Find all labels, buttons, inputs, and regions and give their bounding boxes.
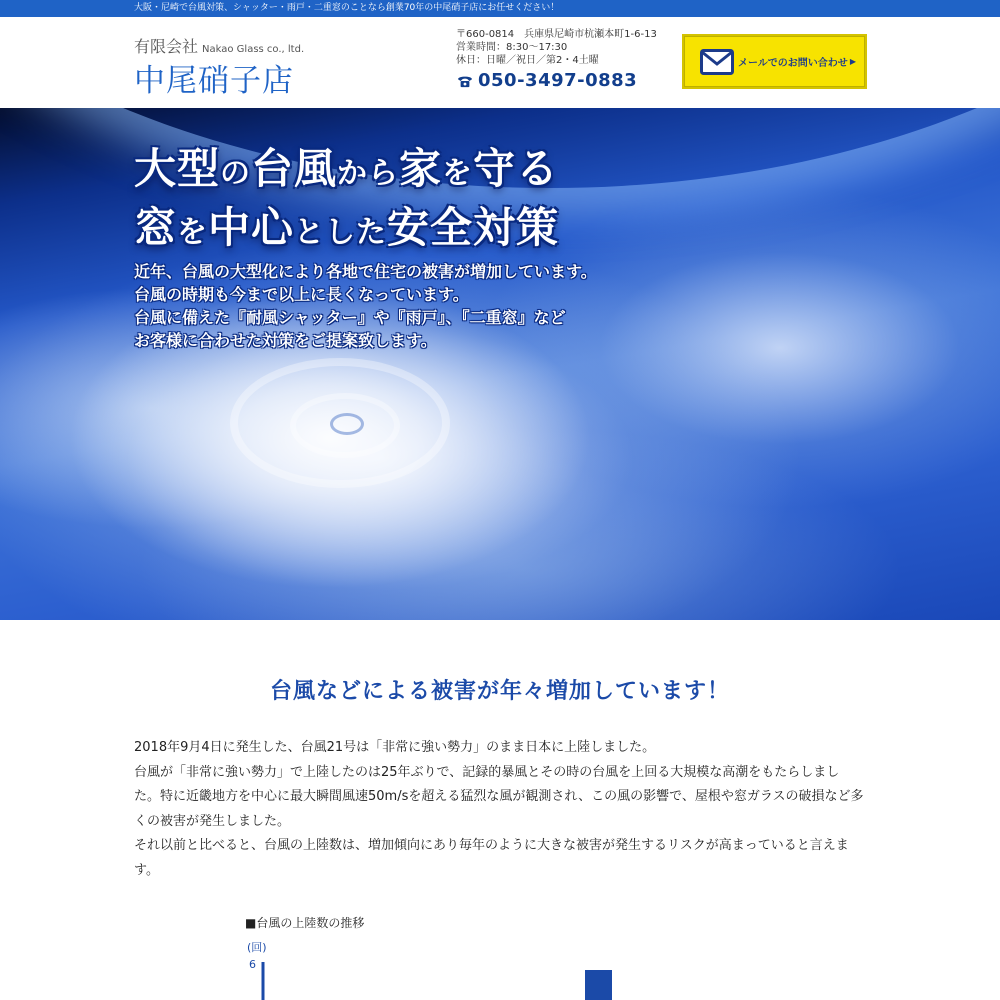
hero-description-line: 近年、台風の大型化により各地で住宅の被害が増加しています。 (134, 262, 597, 281)
section-heading: 台風などによる被害が年々増加しています！ (269, 679, 730, 704)
phone-number[interactable]: 050-3497-0883 (478, 70, 638, 91)
company-type-label: 有限会社 (134, 37, 199, 56)
company-english-name: Nakao Glass co., ltd. (202, 44, 305, 55)
hero-headline (134, 142, 559, 260)
hero-headline-line2: 窓を中心とした安全対策 (134, 203, 560, 252)
hero-description-line: お客様に合わせた対策をご提案致します。 (134, 331, 437, 350)
body-paragraph: 2018年9月4日に発生した、台風21号は「非常に強い勢力」のまま日本に上陸しました。 (134, 740, 656, 755)
chart-title: ■台風の上陸数の推移 (245, 916, 365, 930)
chart-y-tick: 6 (249, 958, 256, 971)
mail-contact-button[interactable] (682, 34, 867, 89)
address-text: 〒660-0814 兵庫県尼崎市杭瀬本町1-6-13 (456, 29, 657, 40)
holidays-text: 休日：日曜／祝日／第2・4土曜 (456, 55, 599, 66)
company-logo[interactable] (134, 34, 304, 57)
contact-info (456, 28, 657, 67)
body-paragraph: それ以前と比べると、台風の上陸数は、増加傾向にあり毎年のように大きな被害が発生するリスクが高まっていると言えます。 (134, 838, 849, 878)
hero-description (134, 260, 597, 352)
typhoon-landfall-chart (245, 912, 845, 1000)
hero-banner (0, 108, 1000, 620)
site-header (0, 17, 1000, 108)
hero-headline-line1: 大型の台風から家を守る (134, 144, 560, 193)
business-hours-text: 営業時間：8:30〜17:30 (456, 42, 568, 53)
phone-icon (456, 74, 474, 88)
phone-row (456, 70, 637, 91)
chart-bar (585, 970, 612, 1000)
hero-description-line: 台風に備えた『耐風シャッター』や『雨戸』、『二重窓』など (134, 308, 566, 327)
mail-button-label: メールでのお問い合わせ (738, 58, 848, 69)
chart-y-unit: (回) (247, 941, 267, 954)
body-paragraph: 台風が「非常に強い勢力」で上陸したのは25年ぶりで、記録的暴風とその時の台風を上回る大規模な高潮をもたらしました。特に近畿地方を中心に最大瞬間風速50m/sを超える猛烈な風が観測され、この風の影響で、屋根や窓ガラスの破損など多くの被害が発生しました。 (134, 764, 864, 829)
section-body (134, 736, 864, 883)
hero-description-line: 台風の時期も今まで以上に長くなっています。 (134, 285, 469, 304)
typhoon-eye (330, 413, 364, 435)
top-announcement-bar: 大阪・尼崎で台風対策、シャッター・雨戸・二重窓のことなら創業70年の中尾硝子店にお任せください！ (0, 0, 1000, 17)
envelope-icon (700, 49, 734, 75)
company-name[interactable]: 中尾硝子店 (134, 63, 294, 99)
arrow-right-icon: ▶ (849, 57, 856, 66)
